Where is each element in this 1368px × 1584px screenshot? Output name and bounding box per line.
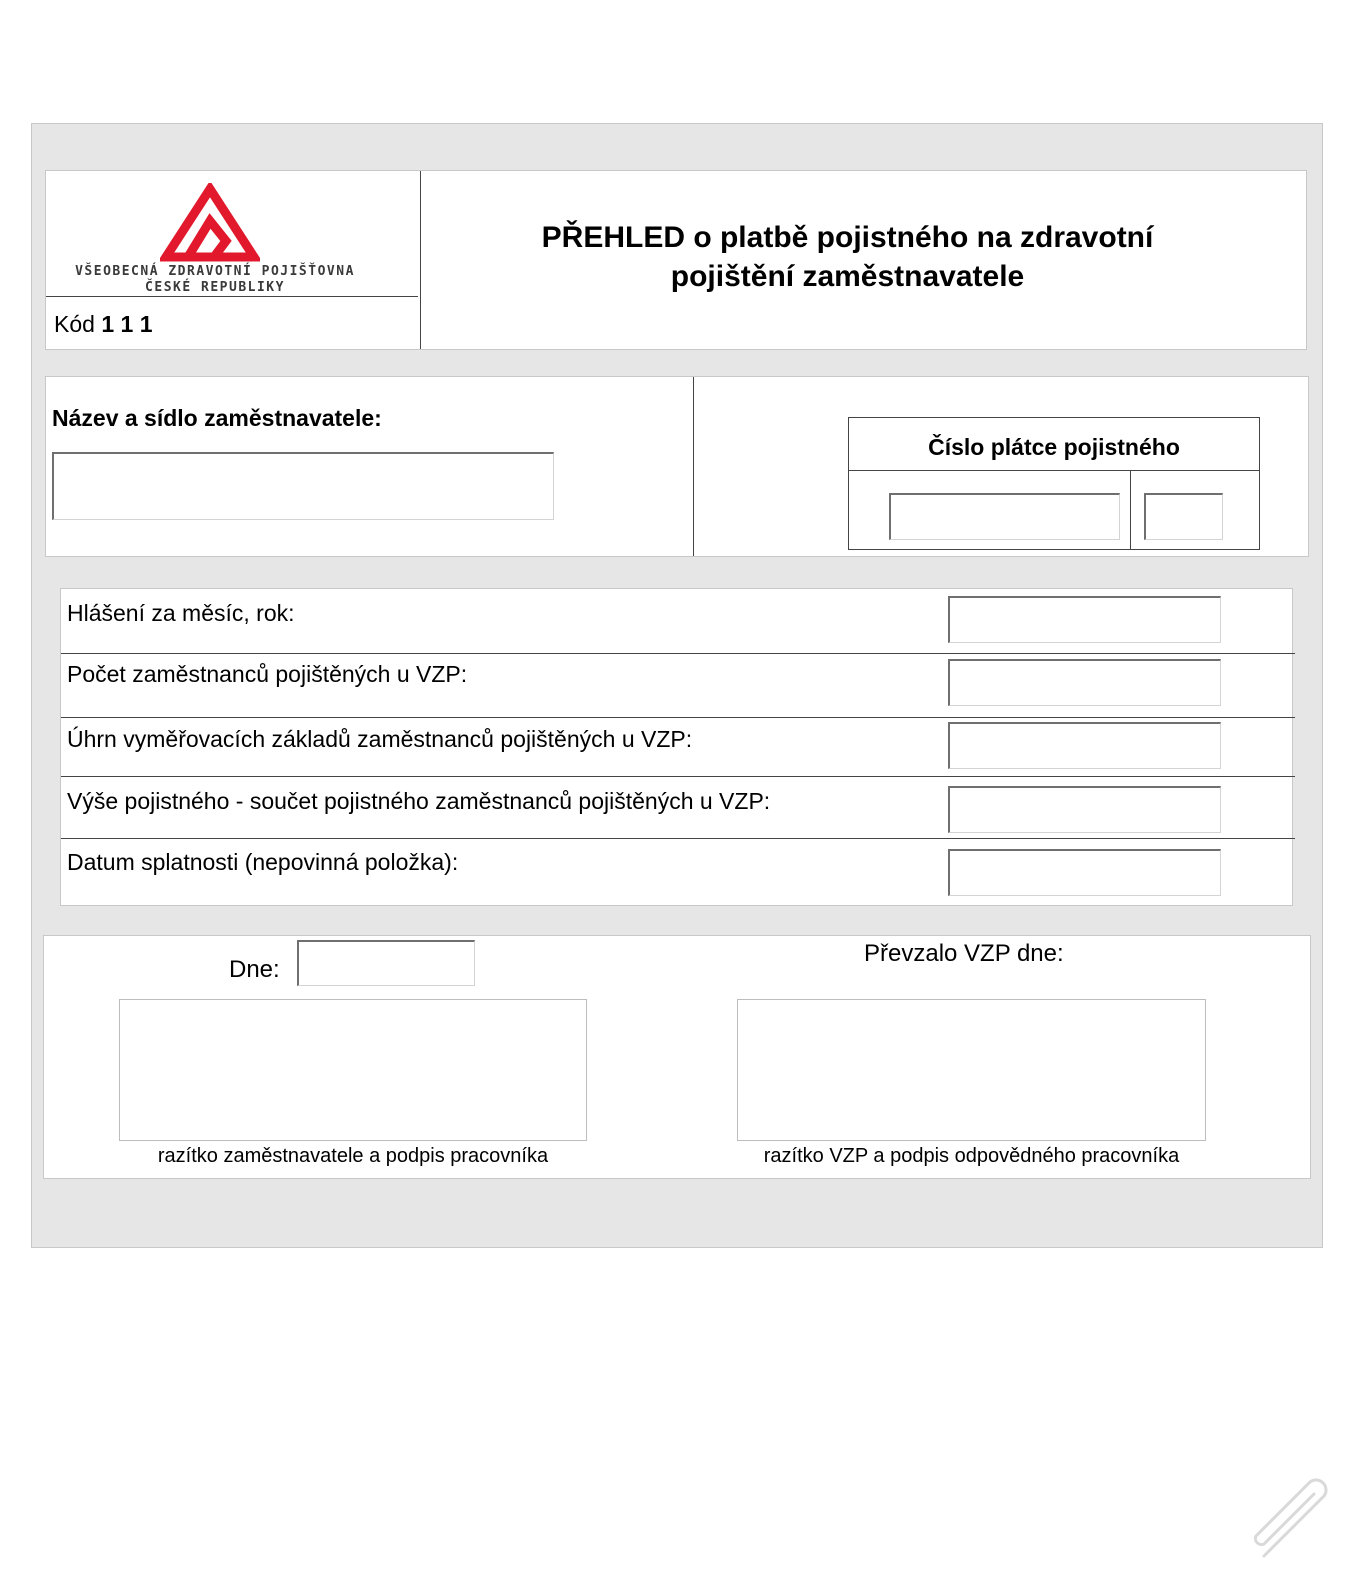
page-title-line1: PŘEHLED o platbě pojistného na zdravotní bbox=[541, 221, 1154, 254]
date-label: Dne: bbox=[229, 956, 280, 983]
row-divider bbox=[61, 653, 1295, 654]
employer-label: Název a sídlo zaměstnavatele: bbox=[52, 405, 382, 431]
date-input[interactable] bbox=[297, 940, 475, 986]
row-label-employee-count: Počet zaměstnanců pojištěných u VZP: bbox=[67, 661, 468, 687]
month-year-input[interactable] bbox=[948, 596, 1221, 643]
payer-number-input[interactable] bbox=[889, 493, 1120, 540]
payer-box-divider-h bbox=[849, 470, 1259, 471]
code-label bbox=[54, 311, 152, 338]
row-label-due-date: Datum splatnosti (nepovinná položka): bbox=[67, 849, 459, 875]
vzp-stamp-caption: razítko VZP a podpis odpovědného pracovníka bbox=[763, 1145, 1180, 1167]
row-label-premium-total: Výše pojistného - součet pojistného zaměstnanců pojištěných u VZP: bbox=[67, 788, 771, 814]
logo-text-line2: ČESKÉ REPUBLIKY bbox=[145, 280, 285, 295]
logo-underline bbox=[46, 296, 418, 297]
code-label-text: Kód bbox=[54, 311, 95, 337]
header-divider bbox=[420, 171, 421, 349]
employer-divider bbox=[693, 377, 694, 556]
vzp-stamp-area[interactable] bbox=[737, 999, 1206, 1141]
assessment-base-input[interactable] bbox=[948, 722, 1221, 769]
row-label-month-year: Hlášení za měsíc, rok: bbox=[67, 600, 295, 626]
premium-total-input[interactable] bbox=[948, 786, 1221, 833]
payer-number-label: Číslo plátce pojistného bbox=[928, 434, 1180, 460]
employer-name-input[interactable] bbox=[52, 452, 554, 520]
row-divider bbox=[61, 717, 1295, 718]
vzp-logo-icon bbox=[160, 183, 260, 263]
employee-count-input[interactable] bbox=[948, 659, 1221, 706]
received-label: Převzalo VZP dne: bbox=[864, 940, 1064, 967]
page-title bbox=[430, 218, 1265, 296]
payer-box-divider-v bbox=[1130, 470, 1131, 549]
row-divider bbox=[61, 776, 1295, 777]
payer-suffix-input[interactable] bbox=[1144, 493, 1223, 540]
due-date-input[interactable] bbox=[948, 849, 1221, 896]
employer-stamp-caption: razítko zaměstnavatele a podpis pracovníka bbox=[157, 1145, 549, 1167]
paperclip-icon bbox=[1244, 1468, 1344, 1568]
code-value: 1 1 1 bbox=[101, 311, 153, 337]
row-divider bbox=[61, 838, 1295, 839]
employer-stamp-area[interactable] bbox=[119, 999, 587, 1141]
page-title-line2: pojištění zaměstnavatele bbox=[670, 260, 1025, 293]
row-label-assessment-base: Úhrn vyměřovacích základů zaměstnanců pojištěných u VZP: bbox=[67, 726, 693, 752]
logo-text-line1: VŠEOBECNÁ ZDRAVOTNÍ POJIŠŤOVNA bbox=[75, 264, 355, 279]
